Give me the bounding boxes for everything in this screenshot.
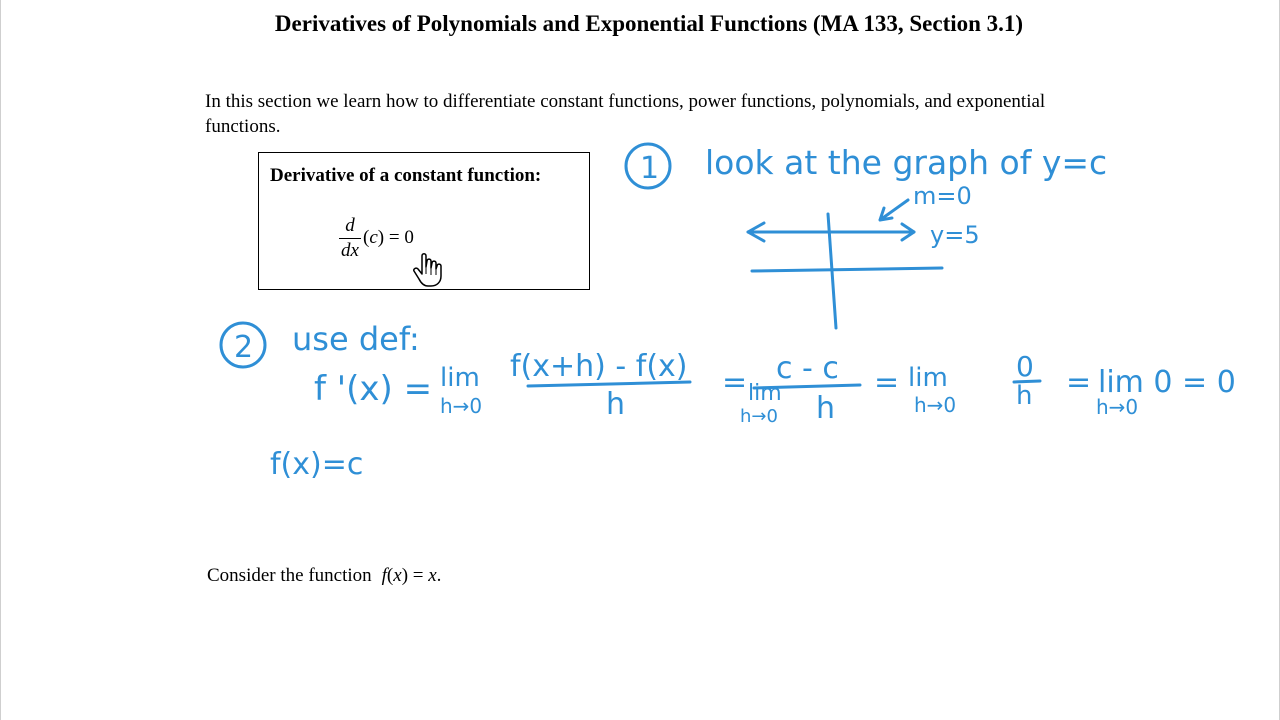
hand-cursor-icon [410, 250, 446, 288]
lim-1: lim [440, 363, 480, 393]
equals-4: = [1066, 365, 1092, 400]
lim-3-sub: h→0 [914, 393, 957, 417]
lim-1-sub: h→0 [440, 394, 483, 418]
box-heading: Derivative of a constant function: [270, 165, 542, 186]
horizontal-line-y5 [752, 268, 942, 271]
difference-quotient-numerator: f(x+h) - f(x) [510, 349, 688, 384]
function-value: x [428, 565, 437, 586]
step2-text: use def: [292, 320, 420, 358]
x-axis-left-arrowhead [748, 223, 764, 241]
equals-sign: = [412, 565, 424, 586]
function-name: f [381, 565, 387, 586]
lim-3: lim [908, 363, 948, 393]
derivative-result: 0 [404, 227, 414, 248]
derivative-lhs: f '(x) = [314, 369, 433, 409]
constant-quotient-bar [754, 385, 860, 388]
function-definition: f(x)=c [270, 447, 364, 482]
y-axis [828, 214, 836, 328]
lim-2-sub: h→0 [740, 406, 778, 427]
step2-number: 2 [234, 330, 254, 365]
page-left-edge [0, 0, 1, 720]
step1-circle [626, 144, 670, 188]
constant-quotient-numerator: c - c [776, 351, 839, 386]
zero-over-h-numerator: 0 [1016, 350, 1034, 383]
intro-paragraph: In this section we learn how to differentiate constant functions, power functions, polynomials, and exponential functions. [205, 91, 1046, 137]
slope-pointer-arrow [880, 200, 908, 220]
zero-over-h-denominator: h [1016, 381, 1033, 411]
constant-quotient-denominator: h [816, 391, 836, 426]
fraction-bar [339, 238, 361, 239]
line-label: y=5 [930, 221, 980, 249]
step2-circle [221, 323, 265, 367]
fraction-denominator: dx [341, 240, 359, 262]
document-title: Derivatives of Polynomials and Exponential Functions (MA 133, Section 3.1) [274, 11, 1024, 36]
fraction-numerator: d [345, 215, 355, 236]
equals-3: = [874, 365, 900, 400]
step1-number: 1 [640, 151, 660, 186]
derivative-operator [339, 215, 361, 262]
difference-quotient-denominator: h [606, 387, 626, 422]
difference-quotient-bar [528, 382, 690, 386]
consider-lead: Consider the function [207, 565, 372, 586]
x-axis-right-arrowhead [902, 224, 914, 240]
slope-label: m=0 [913, 182, 972, 210]
consider-statement: Consider the function f(x) = x. [207, 565, 442, 586]
equals-2: = [722, 365, 748, 400]
step1-text: look at the graph of y=c [705, 143, 1108, 182]
lim-4-sub: h→0 [1096, 395, 1139, 419]
zero-over-h-bar [1014, 381, 1040, 382]
constant-c: c [369, 227, 378, 248]
final-equality: lim 0 = 0 [1098, 365, 1236, 400]
derivative-rhs: (c) = 0 [363, 227, 414, 248]
function-variable: x [393, 565, 402, 586]
lim-2: lim [748, 381, 782, 406]
